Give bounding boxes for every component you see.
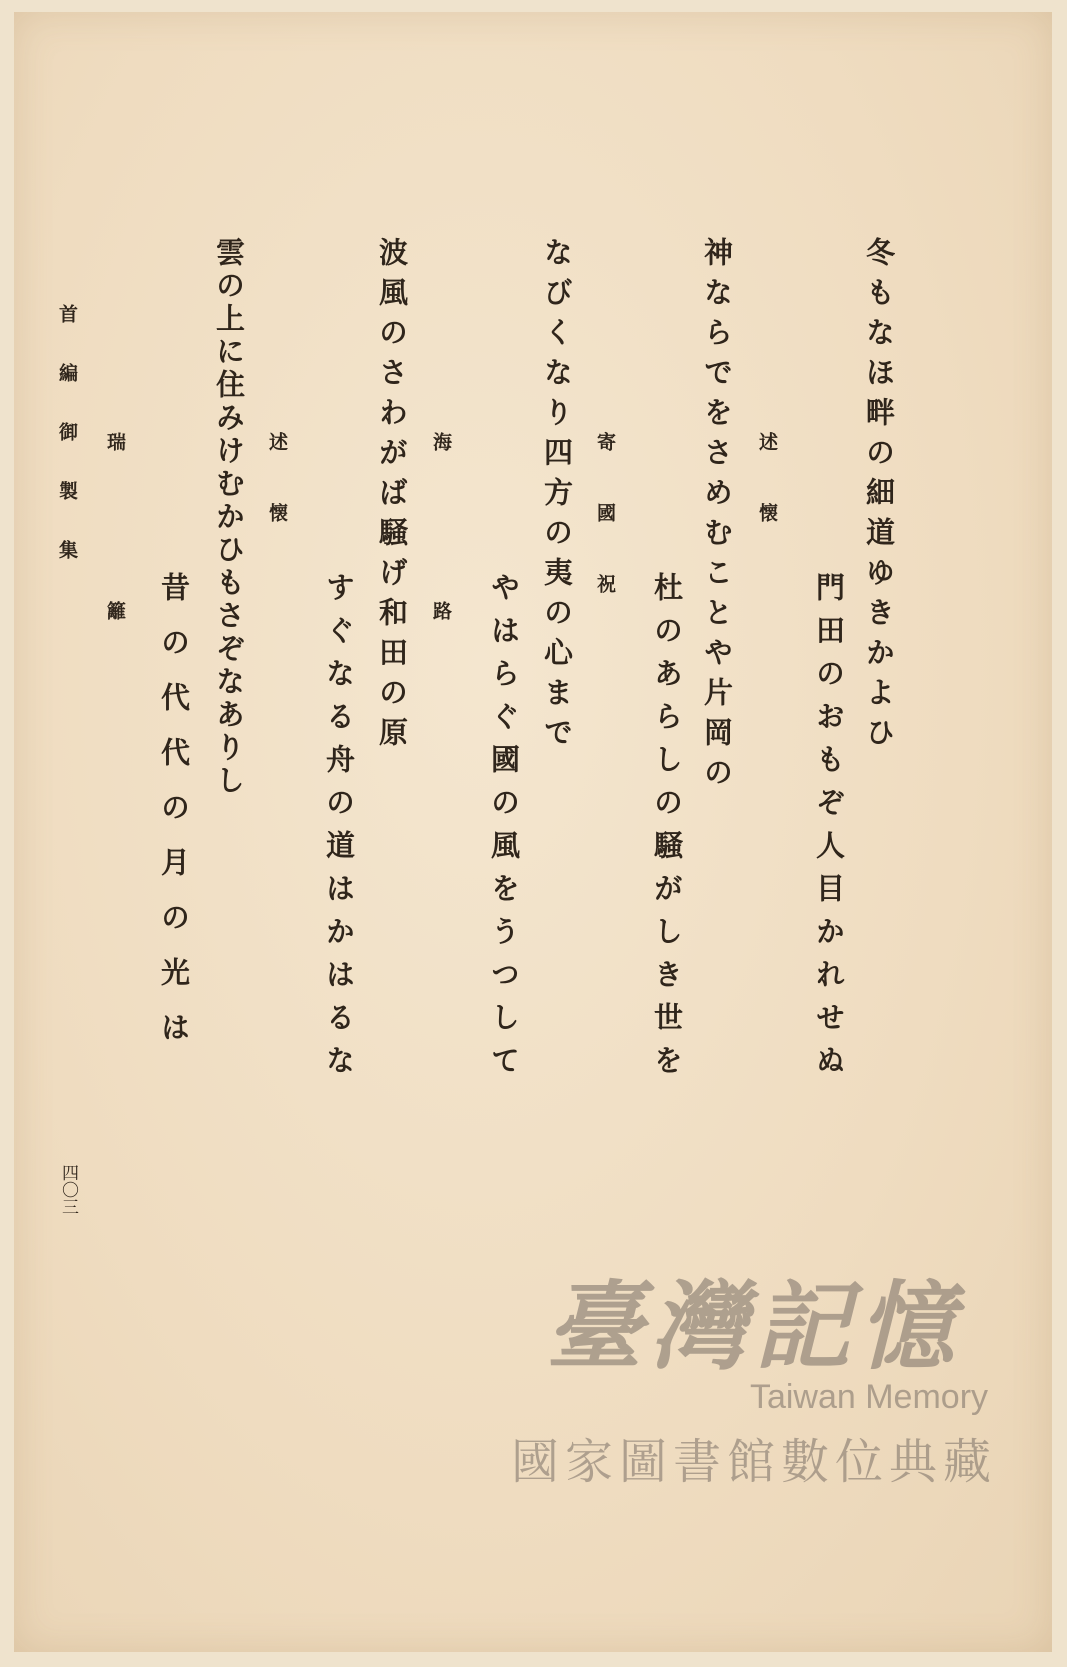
poem-2-line-2: 杜のあらしの騒がしき世を (650, 572, 684, 1088)
poem-2-title: 述懐 (756, 432, 778, 574)
taiwan-memory-watermark (474, 1272, 1034, 1492)
poem-3-title: 寄國祝 (594, 432, 616, 645)
watermark-chinese: 國家圖書館數位典藏 (510, 1434, 997, 1490)
poem-1-line-2: 門田のおもぞ人目かれせぬ (812, 572, 846, 1088)
poem-5-line-2: 昔の代代の月の光は (157, 572, 191, 1067)
poem-1-line-1: 冬もなほ畔の細道ゆきかよひ (862, 237, 896, 757)
poem-4-line-2: すぐなる舟の道はかはるな (322, 572, 356, 1088)
poem-3-line-2: やはらぐ國の風をうつして (487, 572, 521, 1088)
poem-5-line-1: 雲の上に住みけむかひもさぞなありし (212, 237, 246, 798)
book-page (14, 12, 1052, 1652)
poem-3-line-1: なびくなり四方の夷の心まで (540, 237, 574, 757)
poem-4-line-1: 波風のさわがば騒げ和田の原 (375, 237, 409, 757)
poem-4-title: 海路 (430, 432, 452, 770)
poem-5-title: 述懐 (266, 432, 288, 574)
watermark-script-logo: 臺灣記憶 (546, 1270, 962, 1383)
poem-2-line-1: 神ならでをさめむことや片岡の (700, 237, 734, 797)
watermark-english: Taiwan Memory (749, 1378, 989, 1416)
author-name: 瑞籬 (104, 432, 126, 770)
page-number: 四〇三 (58, 1164, 78, 1215)
running-head: 首編御製集 (56, 304, 78, 599)
